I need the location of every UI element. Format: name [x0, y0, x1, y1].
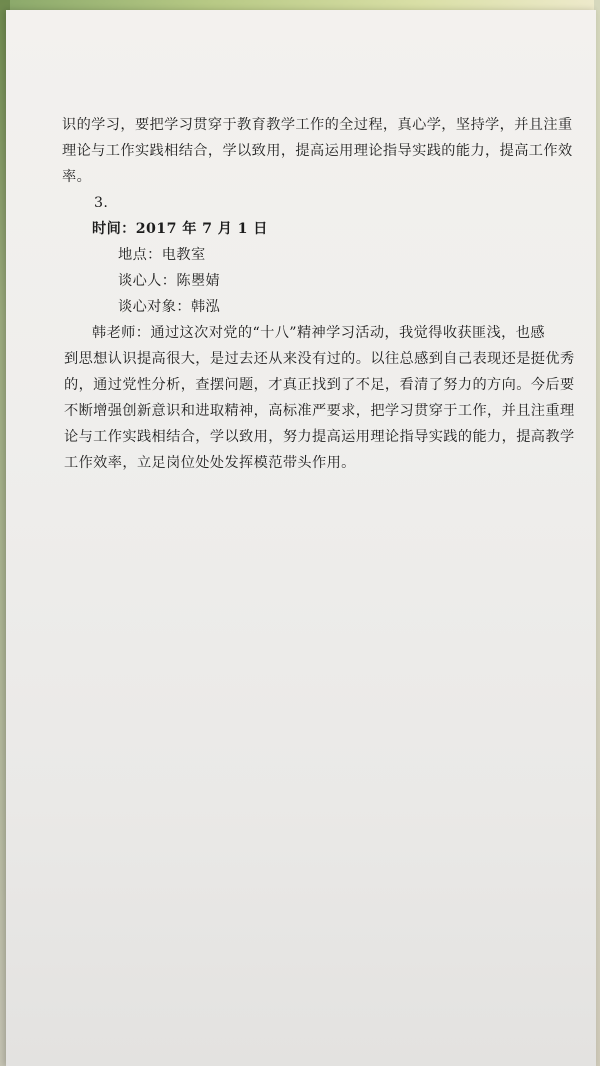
section-number: 3.	[94, 195, 109, 211]
intro-line-1: 识的学习，要把学习贯穿于教育教学工作的全过程，真心学，坚持学，并且注重	[62, 117, 573, 133]
location-line: 地点：电教室	[118, 247, 206, 263]
intro-line-2: 理论与工作实践相结合，学以致用，提高运用理论指导实践的能力，提高工作效	[62, 143, 573, 159]
speaker-line: 谈心人：陈瞾婧	[118, 273, 221, 289]
paper-sheet	[6, 10, 596, 1066]
body-line-6: 工作效率，立足岗位处处发挥模范带头作用。	[64, 455, 356, 471]
body-line-3: 的，通过党性分析，查摆问题，才真正找到了不足，看清了努力的方向。今后要	[64, 377, 575, 393]
target-line: 谈心对象：韩泓	[118, 299, 221, 315]
body-line-5: 论与工作实践相结合，学以致用，努力提高运用理论指导实践的能力，提高教学	[64, 429, 575, 445]
intro-line-3: 率。	[62, 169, 92, 185]
body-line-4: 不断增强创新意识和进取精神，高标准严要求，把学习贯穿于工作，并且注重理	[64, 403, 575, 419]
body-line-2: 到思想认识提高很大，是过去还从来没有过的。以往总感到自己表现还是挺优秀	[64, 351, 575, 367]
body-line-1: 韩老师：通过这次对党的“十八”精神学习活动，我觉得收获匪浅，也感	[92, 325, 545, 341]
time-line: 时间：2017 年 7 月 1 日	[92, 221, 268, 237]
